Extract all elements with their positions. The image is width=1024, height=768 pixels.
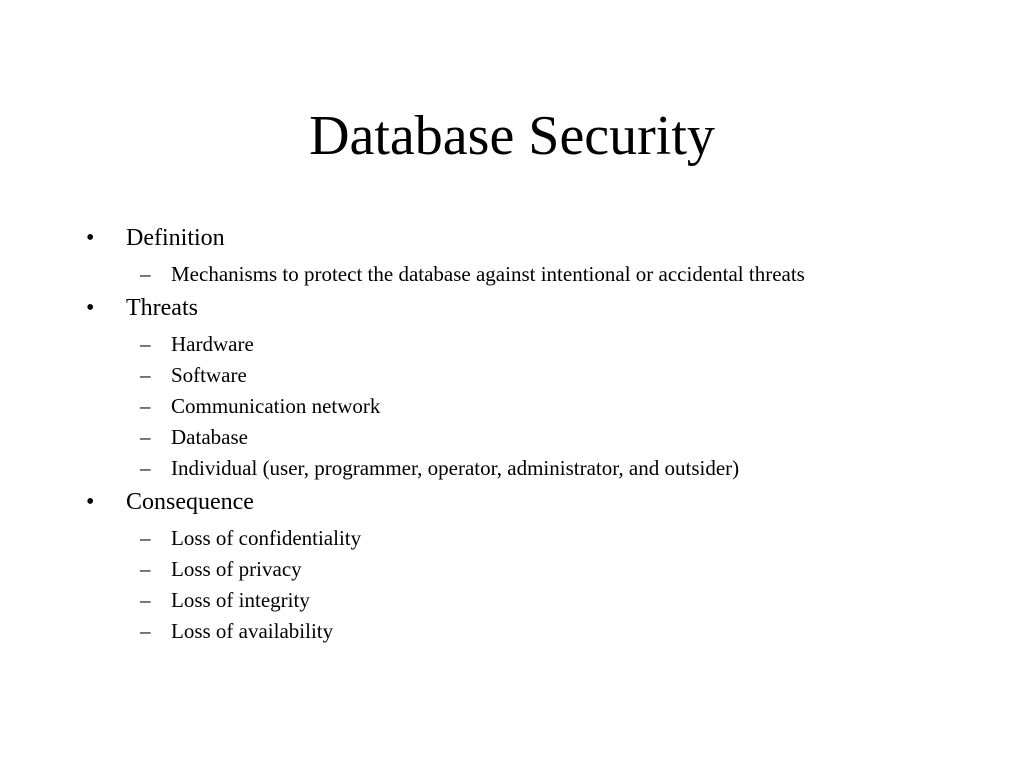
dash-glyph: – — [140, 557, 151, 581]
sub-bullet — [0, 557, 1024, 581]
bullet-label: Threats — [126, 295, 198, 321]
bullet-glyph: • — [86, 225, 95, 251]
dash-glyph: – — [140, 425, 151, 449]
sub-bullet-text: Mechanisms to protect the database against intentional or accidental threats — [171, 262, 805, 286]
bullet-label: Consequence — [126, 489, 254, 515]
bullet-definition — [0, 222, 1024, 255]
bullet-threats — [0, 292, 1024, 325]
dash-glyph: – — [140, 363, 151, 387]
sub-bullet-text: Loss of confidentiality — [171, 526, 362, 550]
dash-glyph: – — [140, 526, 151, 550]
sub-bullet-text: Loss of privacy — [171, 557, 302, 581]
sub-bullet-text: Communication network — [171, 394, 381, 418]
dash-glyph: – — [140, 588, 151, 612]
dash-glyph: – — [140, 619, 151, 643]
bullet-consequence — [0, 486, 1024, 519]
dash-glyph: – — [140, 456, 151, 480]
dash-glyph: – — [140, 332, 151, 356]
sub-bullet-text: Loss of availability — [171, 619, 334, 643]
bullet-glyph: • — [86, 489, 95, 515]
sub-bullet — [0, 619, 1024, 643]
bullet-label: Definition — [126, 225, 225, 251]
sub-bullet — [0, 262, 1024, 286]
sub-bullet-text: Individual (user, programmer, operator, administrator, and outsider) — [171, 456, 740, 480]
sub-bullet-text: Software — [171, 363, 247, 387]
bullet-list — [0, 222, 1024, 643]
bullet-glyph: • — [86, 295, 95, 321]
sub-bullet — [0, 425, 1024, 449]
sub-bullet — [0, 332, 1024, 356]
sub-bullet — [0, 588, 1024, 612]
sub-bullet-text: Loss of integrity — [171, 588, 310, 612]
sub-bullet — [0, 363, 1024, 387]
sub-bullet — [0, 394, 1024, 418]
sub-bullet-text: Database — [171, 425, 248, 449]
sub-bullet-text: Hardware — [171, 332, 254, 356]
slide-title: Database Security — [309, 105, 715, 167]
dash-glyph: – — [140, 262, 151, 286]
dash-glyph: – — [140, 394, 151, 418]
sub-bullet — [0, 526, 1024, 550]
sub-bullet — [0, 456, 1024, 480]
